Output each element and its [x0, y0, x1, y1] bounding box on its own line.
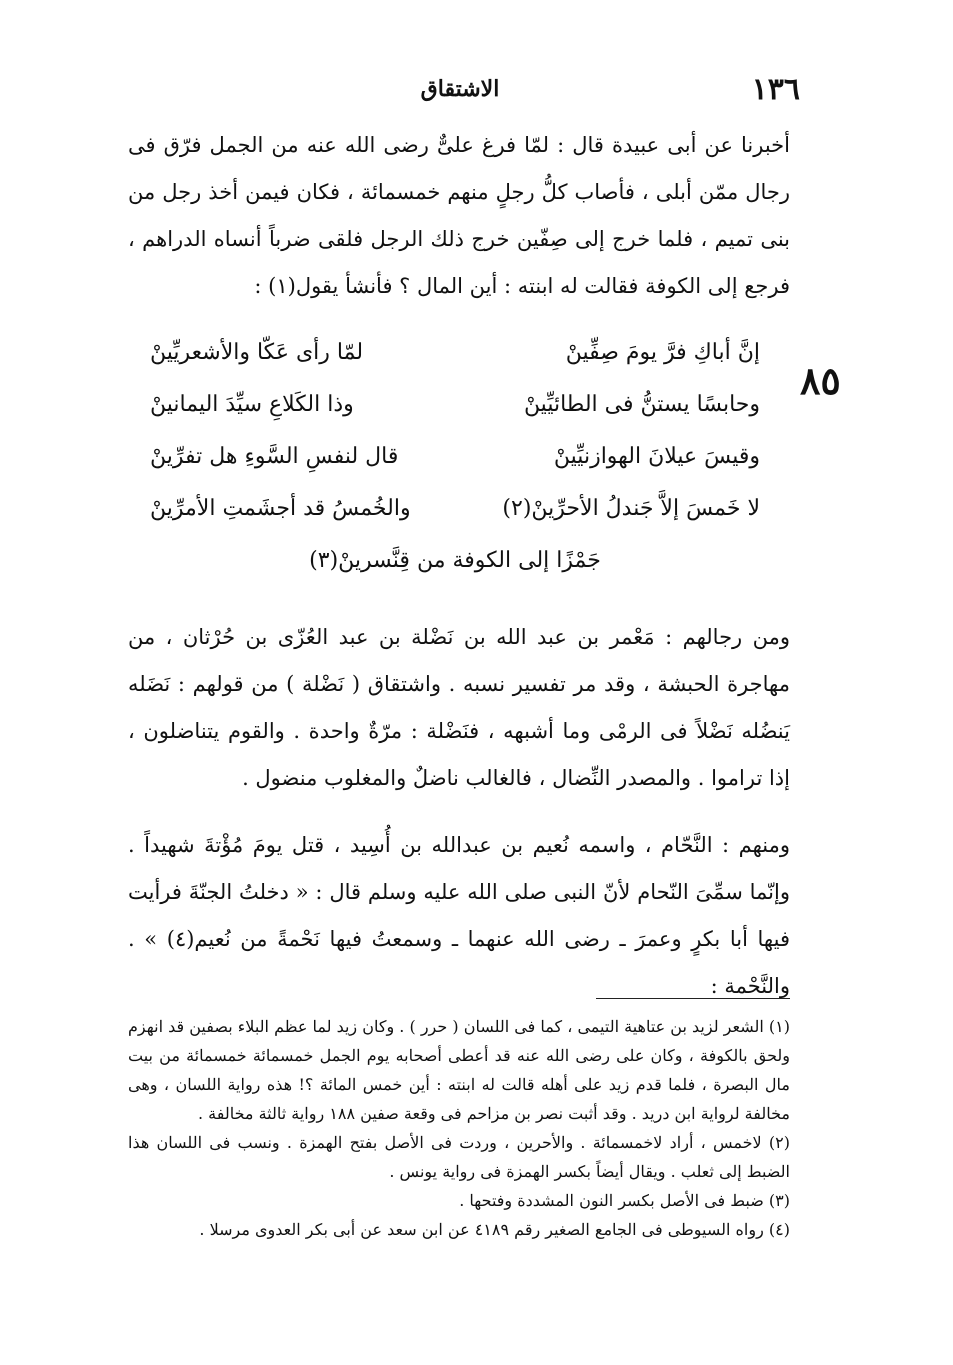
running-title: الاشتقاق	[420, 76, 500, 102]
paragraph-2: ومن رجالهم : مَعْمر بن عبد الله بن نَضْلة بن عبد العُزّى بن حُرْثان ، من مهاجرة الحبشة ، وقد مر تفسير نسبه . واشتقاق ( نَضْلة ) من قولهم : نَضَله يَنضُله نَضْلاً فى الرمْى وما أشبهه ، فنَضْلة : مرّةٌ واحدة . والقوم يتناضلون ، إذا تراموا . والمصدر النِّضال ، فالغالب ناضلٌ والمغلوب منضول .	[128, 625, 790, 790]
poem	[150, 340, 760, 600]
verse-3	[150, 444, 760, 496]
footnotes	[128, 1012, 790, 1244]
verse-2	[150, 392, 760, 444]
paragraph-1: أخبرنا عن أبى عبيدة قال : لمّا فرغ علىٌّ رضى الله عنه من الجمل فرّق فى رجال ممّن أبلى ، فأصاب كلُّ رجلٍ منهم خمسمائة ، فكان فيمن أخذ رجل من بنى تميم ، فلما خرج إلى صِفّين خرج ذلك الرجل فلقى ضرباً أنساه الدراهم ، فرجع إلى الكوفة فقالت له ابنته : أين المال ؟ فأنشأ يقول(١) :	[128, 133, 790, 298]
verse-1-second-hemistich: لمّا رأى عَكّا والأشعريِّينْ	[150, 340, 364, 365]
footnote-4: (٤) رواه السيوطى فى الجامع الصغير رقم ٤١٨٩ عن ابن سعد عن أبى بكر العدوى مرسلا .	[199, 1220, 790, 1239]
verse-4	[150, 496, 760, 548]
verse-3-second-hemistich: قال لنفسِ السَّوءِ هل تفرِّينْ	[150, 444, 399, 469]
verse-2-second-hemistich: وذا الكَلاعِ سيِّدَ اليمانينْ	[150, 392, 354, 417]
verse-4-second-hemistich: والخُمسُ قد أجشَمتِ الأمرِّينْ	[150, 496, 411, 521]
verse-4-first-hemistich: لا خَمسَ إلاَّ جَندلُ الأحرِّينْ(٢)	[502, 496, 760, 521]
verse-1	[150, 340, 760, 392]
page-header	[120, 72, 800, 106]
poem-final-line: جَمْزًا إلى الكوفة من قِنَّسرينْ(٣)	[309, 548, 601, 573]
paragraph-3: ومنهم : النَّحّام ، واسمه نُعيم بن عبدالله بن أُسِيد ، قتل يومَ مُؤْتةَ شهيداً . وإنّما سمِّىَ النّحام لأنّ النبى صلى الله عليه وسلم قال : « دخلتُ الجنّةَ فرأيت فيها أبا بكرٍ وعمرَ ـ رضى الله عنهما ـ وسمعتُ فيها نَحْمةً من نُعيم(٤) » . والنَّحْمة :	[128, 833, 790, 998]
footnote-separator	[596, 998, 790, 999]
footnote-3: (٣) ضبط فى الأصل بكسر النون المشددة وفتحها .	[459, 1191, 790, 1210]
verse-2-first-hemistich: وحابسًا يستنُّ فى الطائيِّينْ	[523, 392, 760, 417]
footnote-1: (١) الشعر لزيد بن عتاهية التيمى ، كما فى اللسان ( حرر ) . وكان زيد لما عظم البلاء بصفين قد انهزم ولحق بالكوفة ، وكان على رضى الله عنه قد أعطى أصحابه يوم الجمل خمسمائة خمسمائة من بيت مال البصرة ، فلما قدم زيد على أهله قالت له ابنته : أين خمس المائة ؟! هذه رواية اللسان ، وهى مخالفة لرواية ابن دريد . وقد أثبت نصر بن مزاحم فى وقعة صفين ١٨٨ رواية ثالثة مخالفة .	[128, 1017, 790, 1123]
footnote-2: (٢) لاخمس ، أراد لاخمسمائة . والأحرين ، وردت فى الأصل بفتح الهمزة . ونسب فى اللسان هذا الضبط إلى ثعلب . ويقال أيضاً بكسر الهمزة فى رواية يونس .	[128, 1133, 790, 1181]
verse-3-first-hemistich: وقيسَ عيلانَ الهوازنيِّينْ	[553, 444, 760, 469]
page-number: ١٣٦	[751, 72, 800, 107]
margin-number: ٨٥	[800, 358, 841, 403]
verse-1-first-hemistich: إنَّ أباكِ فرَّ يومَ صِفِّينْ	[565, 340, 760, 365]
